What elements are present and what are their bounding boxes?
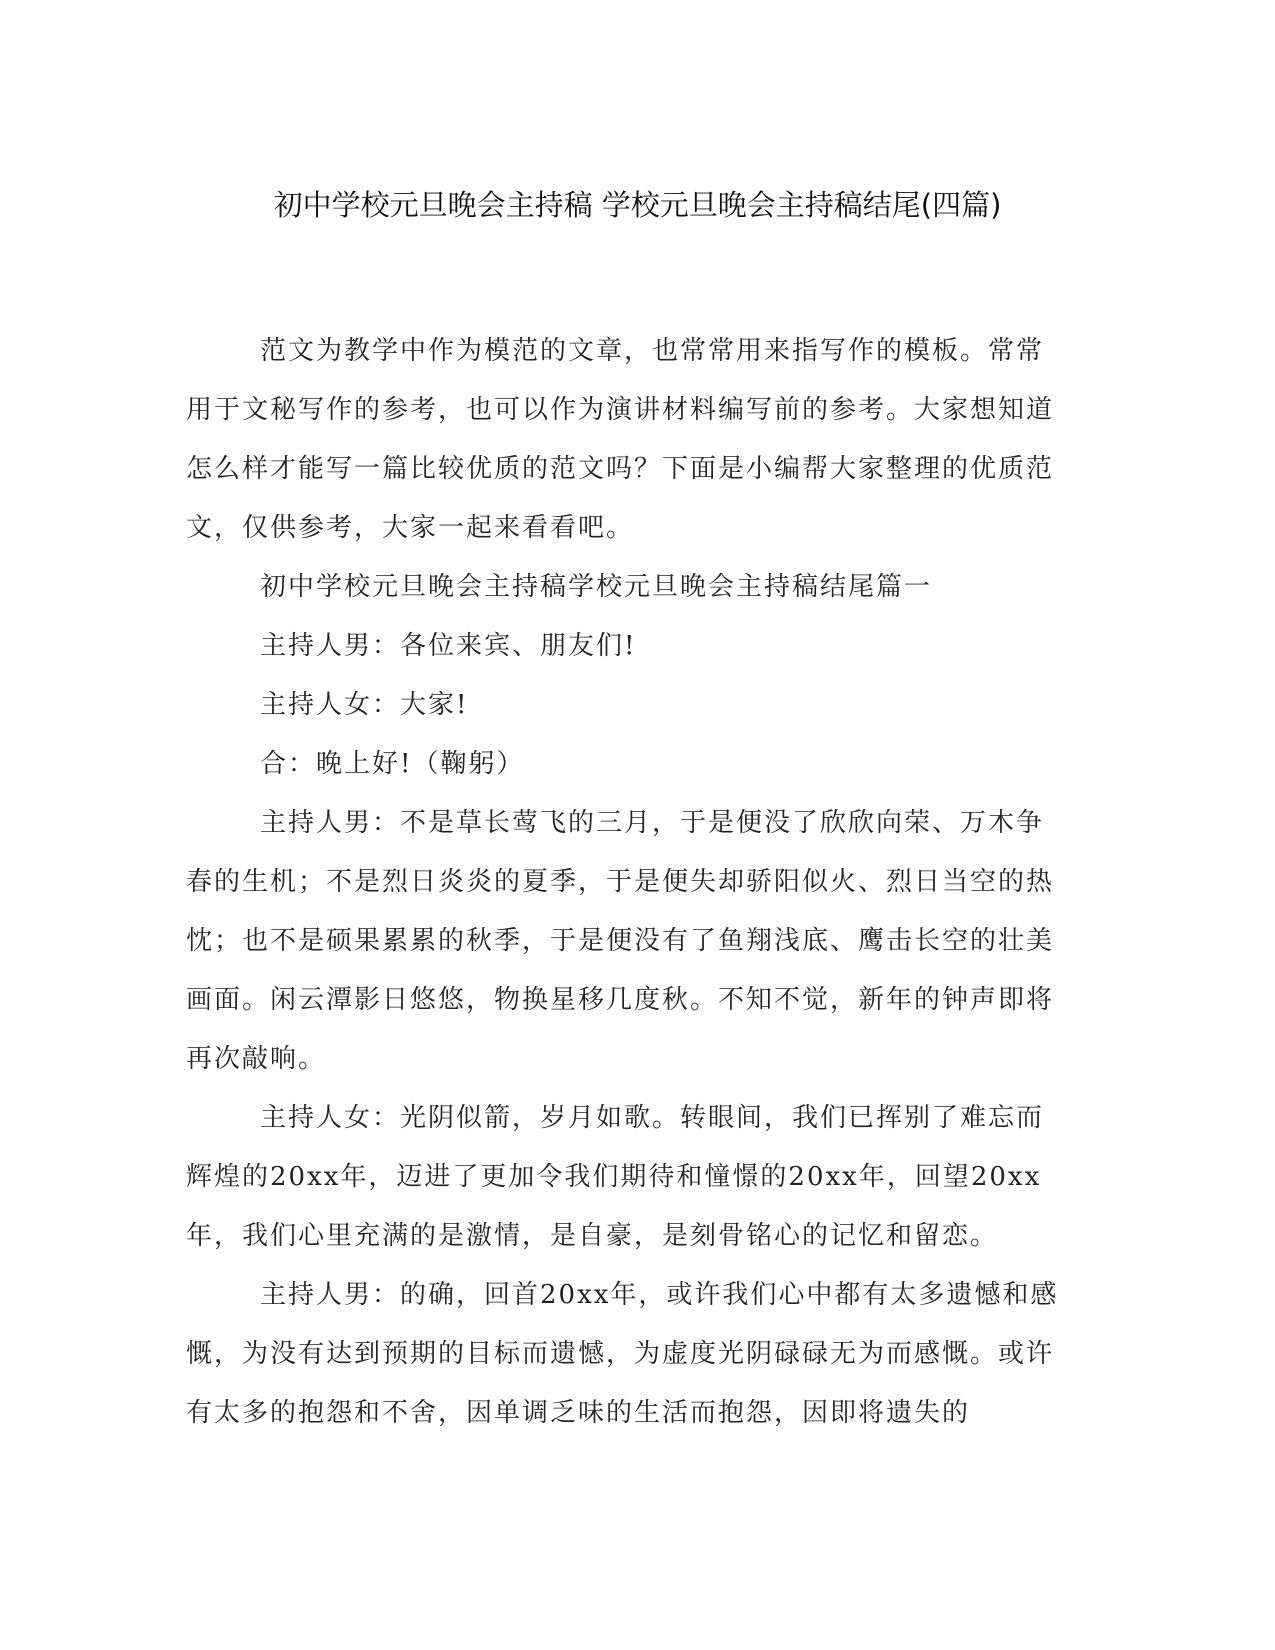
- paragraph-together: 合：晚上好!（鞠躬）: [260, 749, 525, 779]
- paragraph-host-female-time: 主持人女：光阴似箭，岁月如歌。转眼间，我们已挥别了难忘而辉煌的20xx年，迈进了更加令我们期待和憧憬的20xx年，回望20xx年，我们心里充满的是激情，是自豪，是刻骨铭心的记忆和留恋。: [186, 1103, 1045, 1251]
- paragraph-host-female-greeting: 主持人女：大家!: [260, 690, 469, 720]
- paragraph-section-heading: 初中学校元旦晚会主持稿学校元旦晚会主持稿结尾篇一: [260, 572, 933, 602]
- paragraph-host-male-seasons: 主持人男：不是草长莺飞的三月，于是便没了欣欣向荣、万木争春的生机；不是烈日炎炎的夏季，于是便失却骄阳似火、烈日当空的热忱；也不是硕果累累的秋季，于是便没有了鱼翔浅底、鹰击长空的壮美画面。闲云潭影日悠悠，物换星移几度秋。不知不觉，新年的钟声即将再次敲响。: [186, 808, 1055, 1074]
- paragraph-host-male-greeting: 主持人男：各位来宾、朋友们!: [260, 631, 637, 661]
- document-body: [186, 322, 1071, 1443]
- paragraph-host-male-review: 主持人男：的确，回首20xx年，或许我们心中都有太多遗憾和感慨，为没有达到预期的目标而遗憾，为虚度光阴碌碌无为而感慨。或许有太多的抱怨和不舍，因单调乏味的生活而抱怨，因即将遗失的: [186, 1280, 1059, 1428]
- paragraph-intro: 范文为教学中作为模范的文章，也常常用来指写作的模板。常常用于文秘写作的参考，也可以作为演讲材料编写前的参考。大家想知道怎么样才能写一篇比较优质的范文吗？下面是小编帮大家整理的优质范文，仅供参考，大家一起来看看吧。: [186, 336, 1055, 543]
- document-title: 初中学校元旦晚会主持稿 学校元旦晚会主持稿结尾(四篇): [273, 188, 1002, 222]
